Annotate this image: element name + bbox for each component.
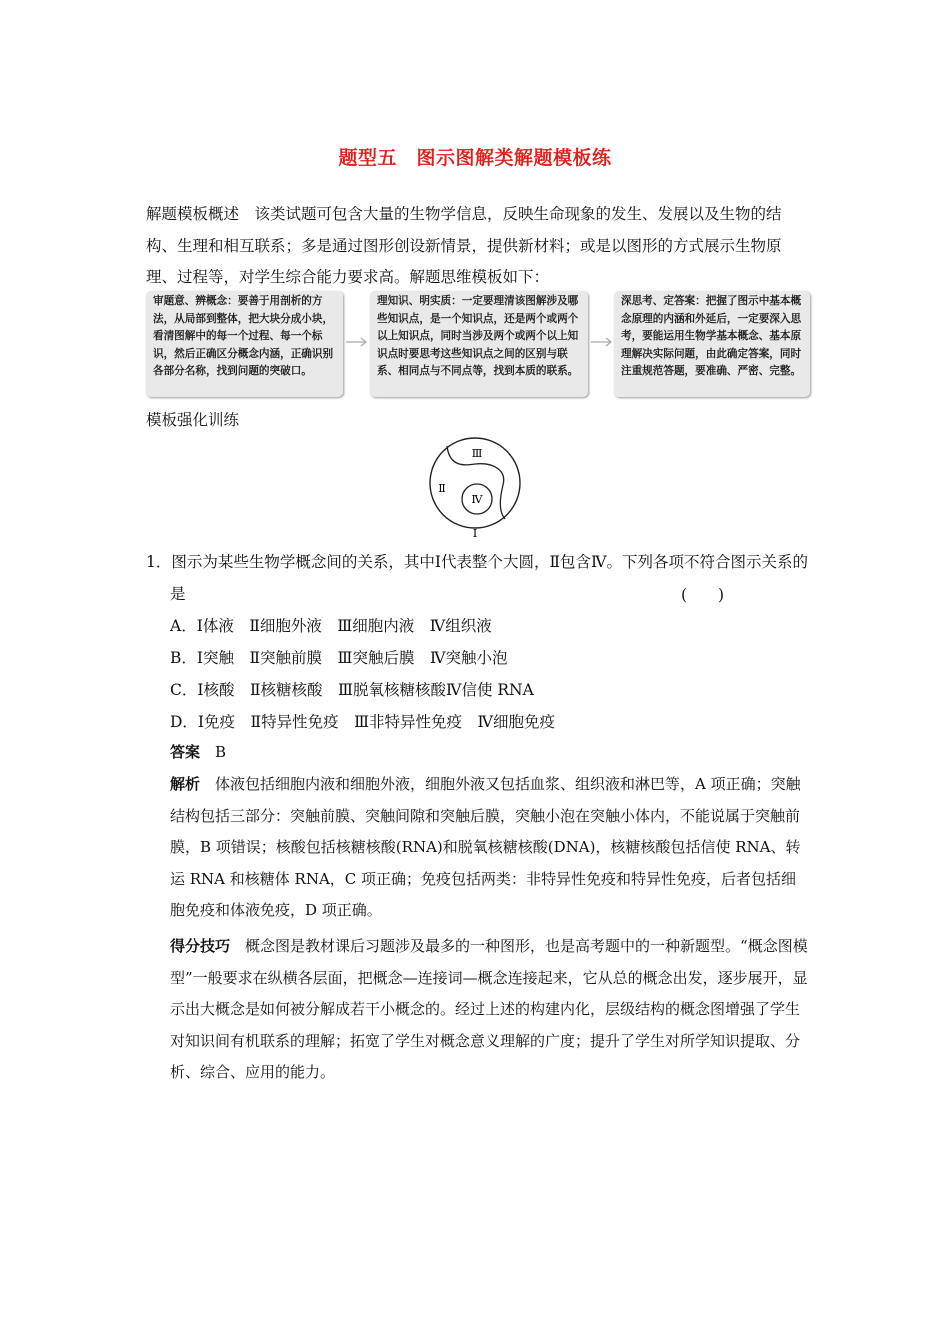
analysis-text: 体液包括细胞内液和细胞外液，细胞外液又包括血浆、组织液和淋巴等，A 项正确；突触结构包括三部分：突触前膜、突触间隙和突触后膜，突触小泡在突触小体内，不能说属于突触前膜，B 项错误；核酸包括核糖核酸(RNA)和脱氧核糖核酸(DNA)，核糖核酸包括信使 RNA、转运 RNA 和核糖体 RNA，C 项正确；免疫包括两类：非特异性免疫和特异性免疫，后者包括细胞免疫和体液免疫，D 项正确。 <box>170 775 801 919</box>
label-III: Ⅲ <box>471 447 483 460</box>
question-stem-text: 1．图示为某些生物学概念间的关系，其中Ⅰ代表整个大圆，Ⅱ包含Ⅳ。下列各项不符合图示关系的是 <box>146 553 809 603</box>
page-title: 题型五 图示图解类解题模板练 <box>338 147 612 169</box>
label-IV: Ⅳ <box>471 493 483 506</box>
overview-paragraph <box>146 199 810 294</box>
arrow-right-icon <box>589 335 615 349</box>
section-subtitle: 模板强化训练 <box>146 411 240 429</box>
answer-label: 答案 <box>170 743 201 761</box>
tips-label: 得分技巧 <box>170 937 231 955</box>
flow-box-step1: 审题意、辨概念：要善于用剖析的方法，从局部到整体，把大块分成小块，看清图解中的每一个过程、每一个标识，然后正确区分概念内涵，正确识别各部分名称，找到问题的突破口。 <box>146 291 343 397</box>
answer-line <box>170 737 810 769</box>
label-II: Ⅱ <box>438 482 446 495</box>
overview-text: 该类试题可包含大量的生物学信息，反映生命现象的发生、发展以及生物的结构、生理和相互联系；多是通过图形创设新情景，提供新材料；或是以图形的方式展示生物原理、过程等，对学生综合能力要求高。解题思维模板如下： <box>146 205 782 286</box>
answer-value: B <box>215 743 227 761</box>
concept-circle-diagram <box>425 437 525 541</box>
answer-blank: ( ) <box>681 586 725 604</box>
option-c: C．Ⅰ核酸 Ⅱ核糖核酸 Ⅲ脱氧核糖核酸Ⅳ信使 RNA <box>170 681 534 699</box>
flow-box-step2: 理知识、明实质：一定要理清该图解涉及哪些知识点，是一个知识点，还是两个或两个以上知识点，同时当涉及两个或两个以上知识点时要思考这些知识点之间的区别与联系、相同点与不同点等，找到本质的联系。 <box>370 291 588 397</box>
arrow-right-icon <box>344 335 370 349</box>
overview-label: 解题模板概述 <box>146 205 240 223</box>
tips-paragraph <box>170 931 810 1089</box>
analysis-label: 解析 <box>170 775 201 793</box>
analysis-paragraph <box>170 769 810 927</box>
flow-box-step3: 深思考、定答案：把握了图示中基本概念原理的内涵和外延后，一定要深入思考，要能运用生物学基本概念、基本原理解决实际问题，由此确定答案，同时注重规范答题，要准确、严密、完整。 <box>614 291 810 397</box>
solution-template-flow <box>146 291 810 397</box>
option-d: D．Ⅰ免疫 Ⅱ特异性免疫 Ⅲ非特异性免疫 Ⅳ细胞免疫 <box>170 713 556 731</box>
tips-text: 概念图是教材课后习题涉及最多的一种图形，也是高考题中的一种新题型。“概念图模型”一般要求在纵横各层面，把概念—连接词—概念连接起来，它从总的概念出发，逐步展开，显示出大概念是如何被分解成若干小概念的。经过上述的构建内化，层级结构的概念图增强了学生对知识间有机联系的理解；拓宽了学生对概念意义理解的广度；提升了学生对所学知识提取、分析、综合、应用的能力。 <box>170 937 808 1081</box>
label-I: Ⅰ <box>472 527 478 540</box>
option-a: A．Ⅰ体液 Ⅱ细胞外液 Ⅲ细胞内液 Ⅳ组织液 <box>170 617 492 635</box>
option-b: B．Ⅰ突触 Ⅱ突触前膜 Ⅲ突触后膜 Ⅳ突触小泡 <box>170 649 508 667</box>
